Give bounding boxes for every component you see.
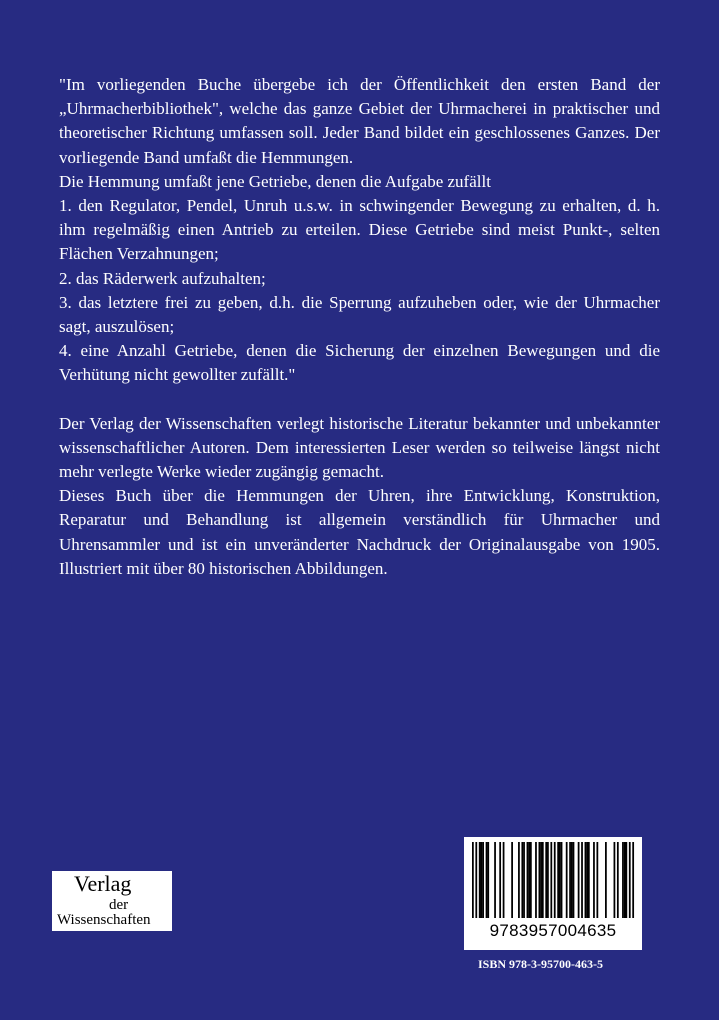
barcode-bar xyxy=(561,842,563,918)
barcode-bar xyxy=(518,842,520,918)
book-description: Dieses Buch über die Hemmungen der Uhren, ihre Entwicklung, Konstruktion, Reparatur und Behandlung ist allgemein verständlich für Uhrmacher und Uhrensammler und ist ein unveränderter Nachdruck der Originalausgabe von 1905. Illustriert mit über 80 historischen Abbildungen. xyxy=(59,486,660,578)
barcode-bar xyxy=(614,842,616,918)
barcode-bar xyxy=(596,842,598,918)
logo-word-wissenschaften: Wissenschaften xyxy=(57,912,151,928)
quote-item-2: 2. das Räderwerk aufzuhalten; xyxy=(59,268,266,288)
barcode-bar xyxy=(503,842,505,918)
barcode-bar xyxy=(511,842,513,918)
barcode-bar xyxy=(499,842,501,918)
barcode-bar xyxy=(486,842,488,918)
barcode-bar xyxy=(617,842,619,918)
barcode-bar xyxy=(542,842,544,918)
logo-word-verlag: Verlag xyxy=(74,871,132,896)
barcode-bar xyxy=(481,842,483,918)
quote-intro: "Im vorliegenden Buche übergebe ich der Öffentlichkeit den ersten Band der „Uhrmacherbibliothek", welche das ganze Gebiet der Uhrmacherei in praktischer und theoretischer Richtung umfassen soll. Jeder Band bildet ein geschlossenes Ganzes. Der vorliegende Band umfaßt die Hemmungen. xyxy=(59,75,660,167)
barcode-bar xyxy=(547,842,549,918)
barcode-bar xyxy=(479,842,481,918)
barcode-bar xyxy=(566,842,568,918)
barcode-bar xyxy=(530,842,532,918)
barcode-bar xyxy=(523,842,525,918)
barcode-bar xyxy=(578,842,580,918)
quote-item-3: 3. das letztere frei zu geben, d.h. die Sperrung aufzuheben oder, wie der Uhrmacher sagt, auszulösen; xyxy=(59,292,660,337)
quote-item-1: 1. den Regulator, Pendel, Unruh u.s.w. in schwingender Bewegung zu erhalten, d. h. ihm regelmäßig einen Antrieb zu erteilen. Diese Getriebe sind meist Punkt-, selten Flächen Verzahnungen; xyxy=(59,196,660,264)
barcode-bar xyxy=(482,842,484,918)
barcode-bar xyxy=(535,842,537,918)
barcode-bar xyxy=(569,842,571,918)
barcode-bar xyxy=(573,842,575,918)
barcode-bar xyxy=(632,842,634,918)
barcode-bar xyxy=(528,842,530,918)
barcode-bar xyxy=(557,842,559,918)
barcode-bar xyxy=(472,842,474,918)
logo-word-der: der xyxy=(109,897,129,913)
barcode xyxy=(464,837,642,950)
barcode-bar xyxy=(550,842,552,918)
barcode-bar xyxy=(588,842,590,918)
barcode-bar xyxy=(545,842,547,918)
quote-item-4: 4. eine Anzahl Getriebe, denen die Sicherung der einzelnen Bewegungen und die Verhütung nicht gewollter zufällt." xyxy=(59,341,660,385)
barcode-bar xyxy=(539,842,541,918)
barcode-bar xyxy=(527,842,529,918)
barcode-bar xyxy=(571,842,573,918)
barcode-bar xyxy=(554,842,556,918)
barcode-bar xyxy=(625,842,627,918)
barcode-bar xyxy=(624,842,626,918)
barcode-bar xyxy=(585,842,587,918)
quote-definition: Die Hemmung umfaßt jene Getriebe, denen die Aufgabe zufällt xyxy=(59,171,491,191)
barcode-bar xyxy=(521,842,523,918)
publisher-logo xyxy=(52,871,172,931)
isbn-label: ISBN 978-3-95700-463-5 xyxy=(478,957,603,971)
barcode-number: 9783957004635 xyxy=(489,921,617,940)
barcode-bar xyxy=(586,842,588,918)
publisher-description: Der Verlag der Wissenschaften verlegt historische Literatur bekannter und unbekannter wissenschaftlicher Autoren. Dem interessierten Leser werden so teilweise längst nicht mehr verlegte Werke wieder zugängig gemacht. xyxy=(59,413,660,482)
back-cover-text xyxy=(59,73,660,581)
barcode-bar xyxy=(559,842,561,918)
barcode-bar xyxy=(494,842,496,918)
barcode-bar xyxy=(540,842,542,918)
barcode-bar xyxy=(629,842,631,918)
barcode-bar xyxy=(475,842,477,918)
barcode-bar xyxy=(622,842,624,918)
barcode-bars xyxy=(464,837,642,921)
barcode-bar xyxy=(581,842,583,918)
barcode-bar xyxy=(593,842,595,918)
barcode-bar xyxy=(605,842,607,918)
barcode-bar xyxy=(487,842,489,918)
